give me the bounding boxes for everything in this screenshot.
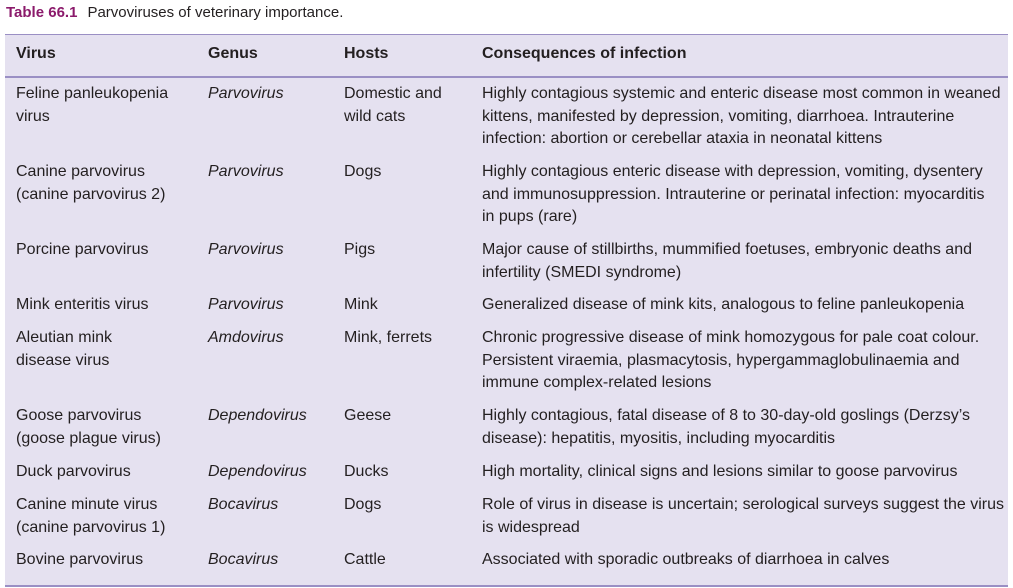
genus-cell-line: Bocavirus — [208, 551, 279, 568]
genus-cell-line: Parvovirus — [208, 163, 284, 180]
table-title: Parvoviruses of veterinary importance. — [87, 4, 344, 21]
consequences-cell-line: immune complex-related lesions — [482, 374, 712, 391]
genus-cell — [208, 239, 338, 262]
consequences-cell-line: infection: abortion or cerebellar ataxia in neonatal kittens — [482, 130, 883, 147]
hosts-cell — [344, 327, 476, 350]
consequences-cell-line: is widespread — [482, 518, 580, 536]
hosts-cell — [344, 405, 476, 428]
header-consequences: Consequences of infection — [482, 45, 687, 62]
hosts-cell-line: Geese — [344, 407, 392, 424]
hosts-cell-line: Mink, ferrets — [344, 329, 433, 346]
hosts-cell-line: Domestic and — [344, 85, 442, 102]
genus-cell — [208, 327, 338, 350]
consequences-cell-line: and immunosuppression. Intrauterine or perinatal infection: myocarditis — [482, 185, 985, 203]
consequences-cell — [482, 549, 1004, 572]
virus-cell-line: Canine parvovirus — [16, 163, 145, 180]
consequences-cell — [482, 327, 1004, 395]
virus-cell-line: (canine parvovirus 2) — [16, 185, 166, 203]
consequences-cell — [482, 294, 1004, 317]
consequences-cell-line: Highly contagious enteric disease with depression, vomiting, dysentery — [482, 163, 983, 180]
hosts-cell — [344, 83, 476, 128]
genus-cell-line: Dependovirus — [208, 407, 307, 424]
genus-cell-line: Parvovirus — [208, 296, 284, 313]
hosts-cell-line: Cattle — [344, 551, 386, 568]
virus-cell — [16, 327, 201, 372]
header-virus: Virus — [16, 45, 56, 62]
virus-cell-line: (canine parvovirus 1) — [16, 518, 166, 536]
virus-cell-line: Aleutian mink — [16, 329, 113, 346]
consequences-cell — [482, 461, 1004, 484]
consequences-cell-line: Major cause of stillbirths, mummified foetuses, embryonic deaths and — [482, 241, 972, 258]
consequences-cell-line: Generalized disease of mink kits, analogous to feline panleukopenia — [482, 296, 965, 313]
consequences-cell — [482, 405, 1004, 450]
hosts-cell — [344, 294, 476, 317]
consequences-cell-line: High mortality, clinical signs and lesions similar to goose parvovirus — [482, 463, 958, 480]
genus-cell-line: Parvovirus — [208, 85, 284, 102]
consequences-cell-line: Highly contagious systemic and enteric disease most common in weaned — [482, 85, 1001, 102]
parvovirus-table — [5, 34, 1008, 587]
virus-cell — [16, 461, 201, 484]
hosts-cell-line: Dogs — [344, 496, 382, 513]
virus-cell-line: Feline panleukopenia — [16, 85, 169, 102]
genus-cell — [208, 294, 338, 317]
genus-cell — [208, 161, 338, 184]
consequences-cell — [482, 239, 1004, 284]
hosts-cell — [344, 161, 476, 184]
consequences-cell-line: kittens, manifested by depression, vomiting, diarrhoea. Intrauterine — [482, 107, 955, 125]
virus-cell-line: Bovine parvovirus — [16, 551, 144, 568]
genus-cell — [208, 83, 338, 106]
table-caption — [6, 4, 343, 22]
consequences-cell — [482, 494, 1004, 539]
consequences-cell-line: in pups (rare) — [482, 208, 578, 225]
consequences-cell-line: Highly contagious, fatal disease of 8 to 30-day-old goslings (Derzsy’s — [482, 407, 970, 424]
virus-cell — [16, 161, 201, 206]
virus-cell — [16, 294, 201, 317]
hosts-cell — [344, 494, 476, 517]
hosts-cell-line: Ducks — [344, 463, 389, 480]
consequences-cell — [482, 161, 1004, 229]
consequences-cell-line: infertility (SMEDI syndrome) — [482, 263, 682, 281]
consequences-cell-line: Persistent viraemia, plasmacytosis, hypergammaglobulinaemia and — [482, 351, 960, 369]
hosts-cell-line: wild cats — [344, 107, 406, 125]
virus-cell-line: Mink enteritis virus — [16, 296, 149, 313]
hosts-cell — [344, 549, 476, 572]
virus-cell-line: (goose plague virus) — [16, 429, 161, 447]
virus-cell — [16, 494, 201, 539]
genus-cell — [208, 405, 338, 428]
genus-cell-line: Parvovirus — [208, 241, 284, 258]
consequences-cell-line: Role of virus in disease is uncertain; serological surveys suggest the virus — [482, 496, 1005, 513]
virus-cell-line: Porcine parvovirus — [16, 241, 149, 258]
header-separator — [5, 76, 1008, 78]
consequences-cell-line: disease): hepatitis, myositis, including myocarditis — [482, 429, 836, 447]
genus-cell-line: Bocavirus — [208, 496, 279, 513]
virus-cell-line: virus — [16, 107, 50, 125]
virus-cell-line: Canine minute virus — [16, 496, 158, 513]
hosts-cell — [344, 461, 476, 484]
genus-cell-line: Amdovirus — [208, 329, 284, 346]
virus-cell — [16, 549, 201, 572]
genus-cell — [208, 461, 338, 484]
genus-cell — [208, 494, 338, 517]
genus-cell-line: Dependovirus — [208, 463, 307, 480]
table-number: Table 66.1 — [6, 4, 78, 21]
hosts-cell — [344, 239, 476, 262]
genus-cell — [208, 549, 338, 572]
hosts-cell-line: Mink — [344, 296, 378, 313]
virus-cell-line: disease virus — [16, 351, 110, 369]
virus-cell-line: Duck parvovirus — [16, 463, 131, 480]
consequences-cell-line: Chronic progressive disease of mink homozygous for pale coat colour. — [482, 329, 980, 346]
consequences-cell — [482, 83, 1004, 151]
virus-cell — [16, 405, 201, 450]
header-genus: Genus — [208, 45, 258, 62]
consequences-cell-line: Associated with sporadic outbreaks of diarrhoea in calves — [482, 551, 890, 568]
virus-cell — [16, 239, 201, 262]
hosts-cell-line: Dogs — [344, 163, 382, 180]
virus-cell — [16, 83, 201, 128]
header-hosts: Hosts — [344, 45, 389, 62]
hosts-cell-line: Pigs — [344, 241, 376, 258]
virus-cell-line: Goose parvovirus — [16, 407, 142, 424]
